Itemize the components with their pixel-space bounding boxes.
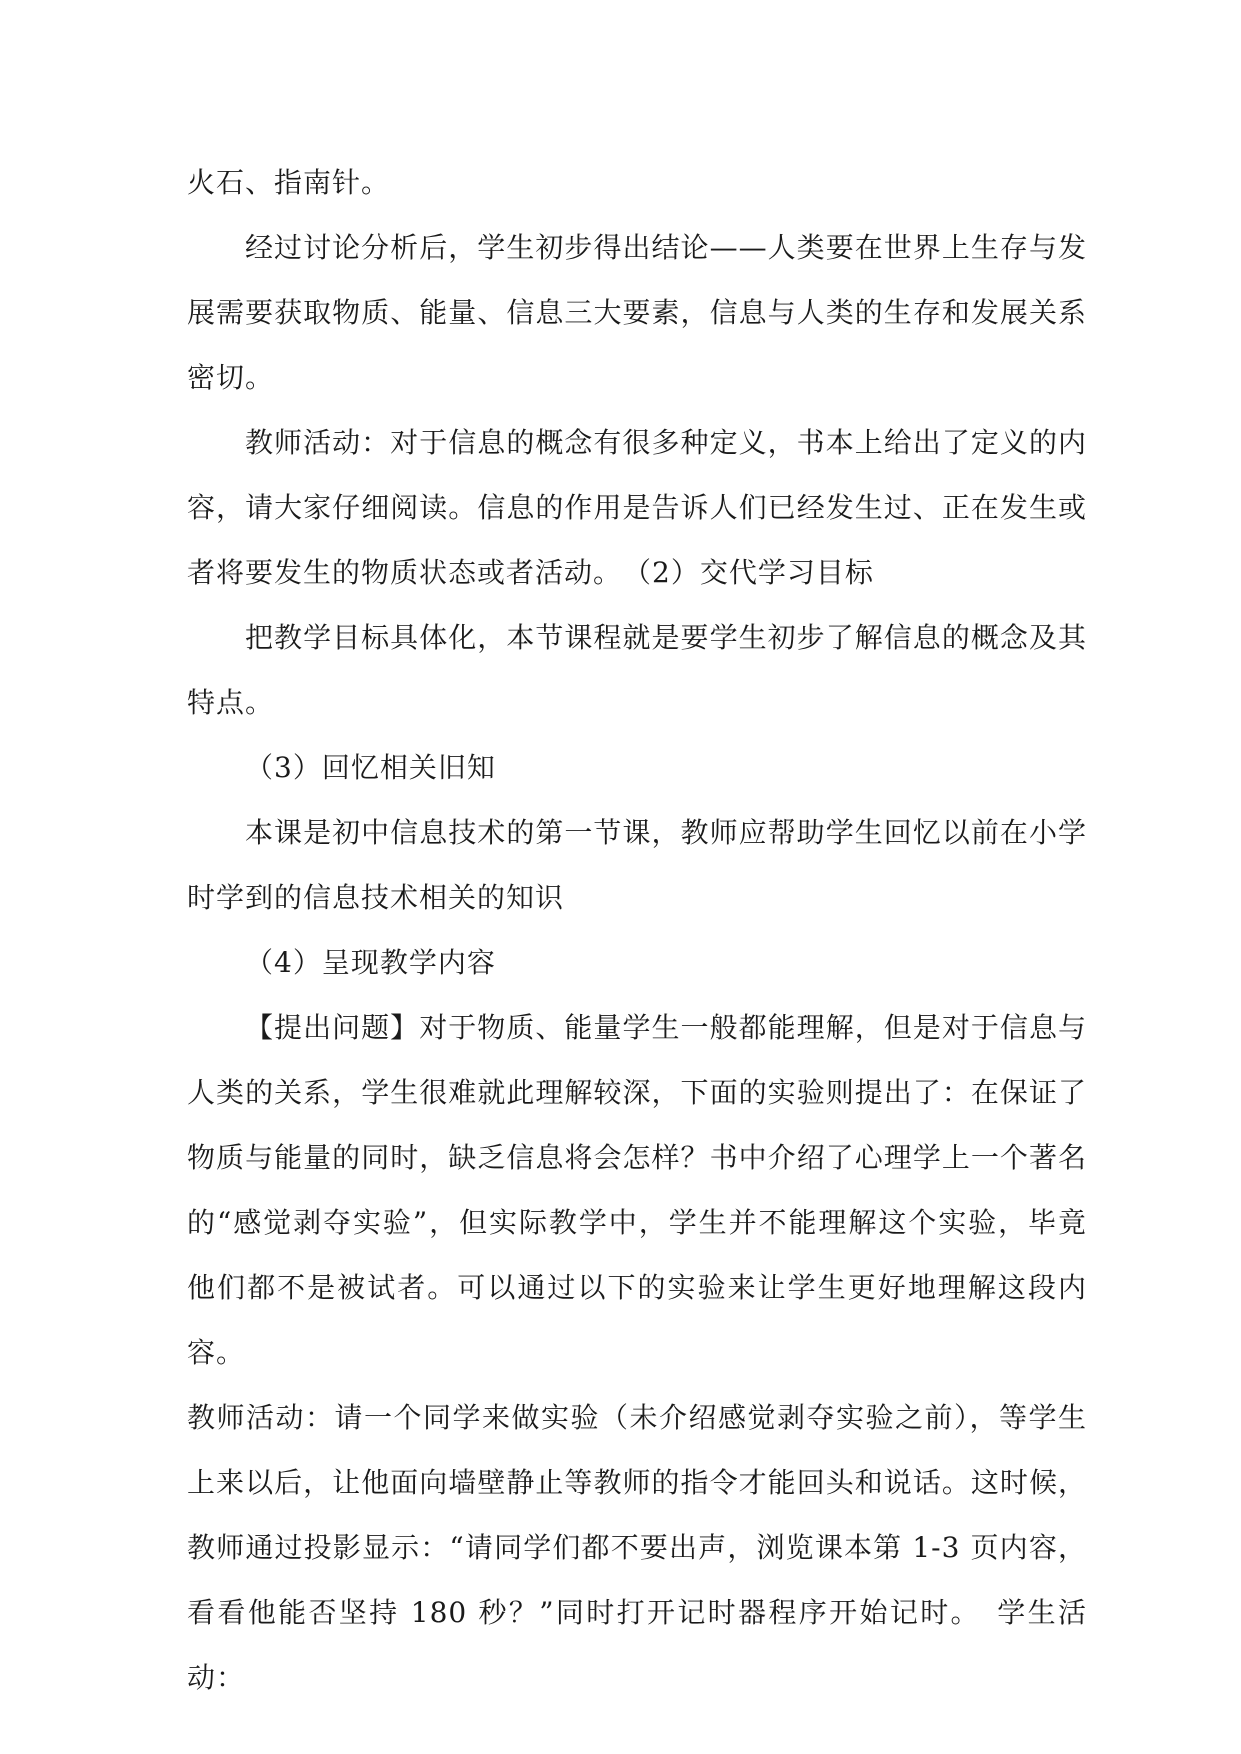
paragraph-8: 【提出问题】对于物质、能量学生一般都能理解，但是对于信息与人类的关系，学生很难就此理解较深，下面的实验则提出了：在保证了物质与能量的同时，缺乏信息将会怎样？书中介绍了心理学上一个著名的“感觉剥夺实验”，但实际教学中，学生并不能理解这个实验，毕竟他们都不是被试者。可以通过以下的实验来让学生更好地理解这段内容。: [187, 1011, 1087, 1369]
paragraph-4: 把教学目标具体化，本节课程就是要学生初步了解信息的概念及其特点。: [187, 621, 1087, 719]
document-body: [187, 150, 1087, 1710]
paragraph-6: 本课是初中信息技术的第一节课，教师应帮助学生回忆以前在小学时学到的信息技术相关的知识: [187, 816, 1087, 914]
paragraph-1: 火石、指南针。: [187, 166, 391, 199]
paragraph-2: 经过讨论分析后，学生初步得出结论——人类要在世界上生存与发展需要获取物质、能量、信息三大要素，信息与人类的生存和发展关系密切。: [187, 231, 1087, 394]
paragraph-3: 教师活动：对于信息的概念有很多种定义，书本上给出了定义的内容，请大家仔细阅读。信息的作用是告诉人们已经发生过、正在发生或者将要发生的物质状态或者活动。 （2）交代学习目标: [187, 426, 1087, 589]
section-heading-content: （4）呈现教学内容: [245, 946, 496, 979]
section-heading-recall: （3）回忆相关旧知: [245, 751, 496, 784]
paragraph-9: 教师活动：请一个同学来做实验（未介绍感觉剥夺实验之前），等学生上来以后，让他面向墙壁静止等教师的指令才能回头和说话。这时候，教师通过投影显示：“请同学们都不要出声，浏览课本第 1-3 页内容，看看他能否坚持 180 秒？”同时打开记时器程序开始记时。 学生活动：: [187, 1401, 1087, 1694]
